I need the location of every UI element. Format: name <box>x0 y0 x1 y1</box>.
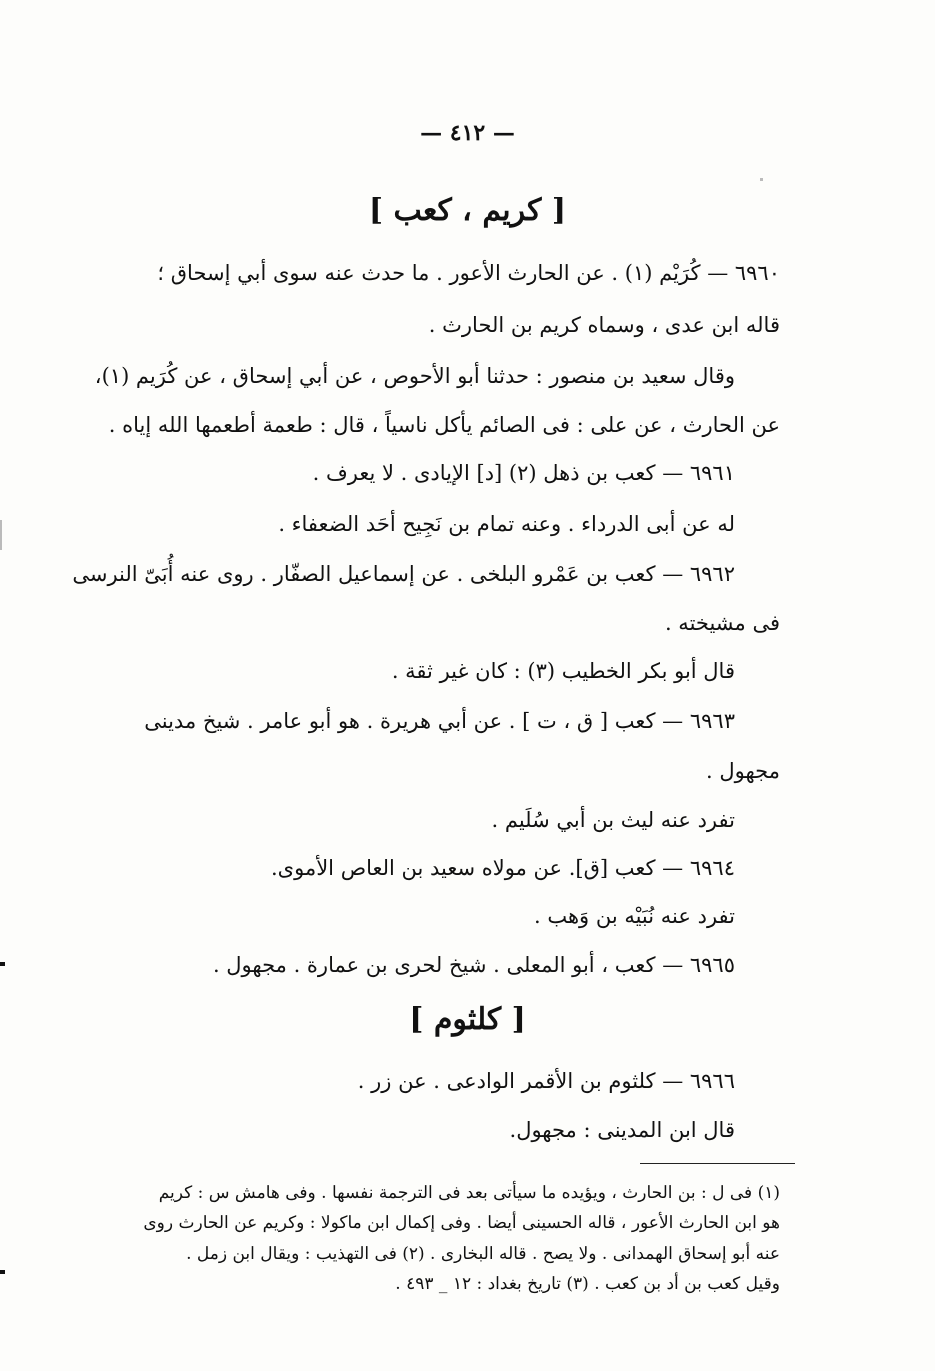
section-heading-kulthum: [ كلثوم ] <box>409 1002 526 1037</box>
entry-6965-line-1: ٦٩٦٥ — كعب ، أبو المعلى . شيخ لحرى بن عمارة . مجهول . <box>212 953 735 977</box>
entry-6960-line-3: وقال سعيد بن منصور : حدثنا أبو الأحوص ، عن أبي إسحاق ، عن كُرَيم (١)، <box>94 364 735 388</box>
entry-6964-line-1: ٦٩٦٤ — كعب [ق]. عن مولاه سعيد بن العاص الأموى. <box>271 856 735 880</box>
entry-6960-line-1: ٦٩٦٠ — كُرَيْم (١) . عن الحارث الأعور . ما حدث عنه سوى أبي إسحاق ؛ <box>157 261 780 285</box>
entry-6961-line-2: له عن أبى الدرداء . وعنه تمام بن نَجِيح أحَد الضعفاء . <box>278 512 735 536</box>
entry-6960-line-2: قاله ابن عدى ، وسماه كريم بن الحارث . <box>428 313 780 337</box>
footnote-separator <box>640 1163 795 1164</box>
entry-6966-line-1: ٦٩٦٦ — كلثوم بن الأقمر الوادعى . عن زر . <box>357 1069 735 1093</box>
entry-6964-line-2: تفرد عنه نُبَيْه بن وَهب . <box>533 904 735 928</box>
footnote-line-4: وقيل كعب بن أد بن كعب . (٣) تاريخ بغداد : ١٢ _ ٤٩٣ . <box>395 1274 780 1294</box>
scan-edge-mark <box>0 962 5 966</box>
entry-6963-line-1: ٦٩٦٣ — كعب [ ق ، ت ] . عن أبي هريرة . هو أبو عامر . شيخ مدينى <box>144 709 735 733</box>
entry-6966-line-2: قال ابن المدينى : مجهول. <box>509 1118 735 1142</box>
entry-6962-line-3: قال أبو بكر الخطيب (٣) : كان غير ثقة . <box>391 659 735 683</box>
entry-6963-line-3: تفرد عنه ليث بن أبي سُلَيم . <box>491 808 735 832</box>
page-number: — ٤١٢ — <box>420 120 515 146</box>
scan-edge-mark <box>0 1270 5 1274</box>
entry-6962-line-2: فى مشيخته . <box>664 611 780 635</box>
entry-6960-line-4: عن الحارث ، عن على : فى الصائم يأكل ناسياً ، قال : طعمة أطعمها الله إياه . <box>108 413 780 437</box>
entry-6961-line-1: ٦٩٦١ — كعب بن ذهل (٢) [د] الإيادى . لا يعرف . <box>312 461 735 485</box>
footnote-line-1: (١) فى ل : بن الحارث ، ويؤيده ما سيأتى بعد فى الترجمة نفسها . وفى هامش س : كريم <box>158 1183 780 1203</box>
footnote-line-3: عنه أبو إسحاق الهمدانى . ولا يصح . قاله البخارى . (٢) فى التهذيب : ويقال ابن زمل . <box>186 1244 780 1264</box>
entry-6963-line-2: مجهول . <box>706 759 780 783</box>
scan-edge-shadow <box>0 520 2 550</box>
scan-speck <box>760 178 763 181</box>
section-heading-karim-kaab: [ كريم ، كعب ] <box>368 193 567 228</box>
entry-6962-line-1: ٦٩٦٢ — كعب بن عَمْرو البلخى . عن إسماعيل الصفّار . روى عنه أُبَىّ النرسى <box>72 562 735 586</box>
footnote-line-2: هو ابن الحارث الأعور ، قاله الحسينى أيضا . وفى إكمال ابن ماكولا : وكريم عن الحارث روى <box>143 1213 780 1233</box>
